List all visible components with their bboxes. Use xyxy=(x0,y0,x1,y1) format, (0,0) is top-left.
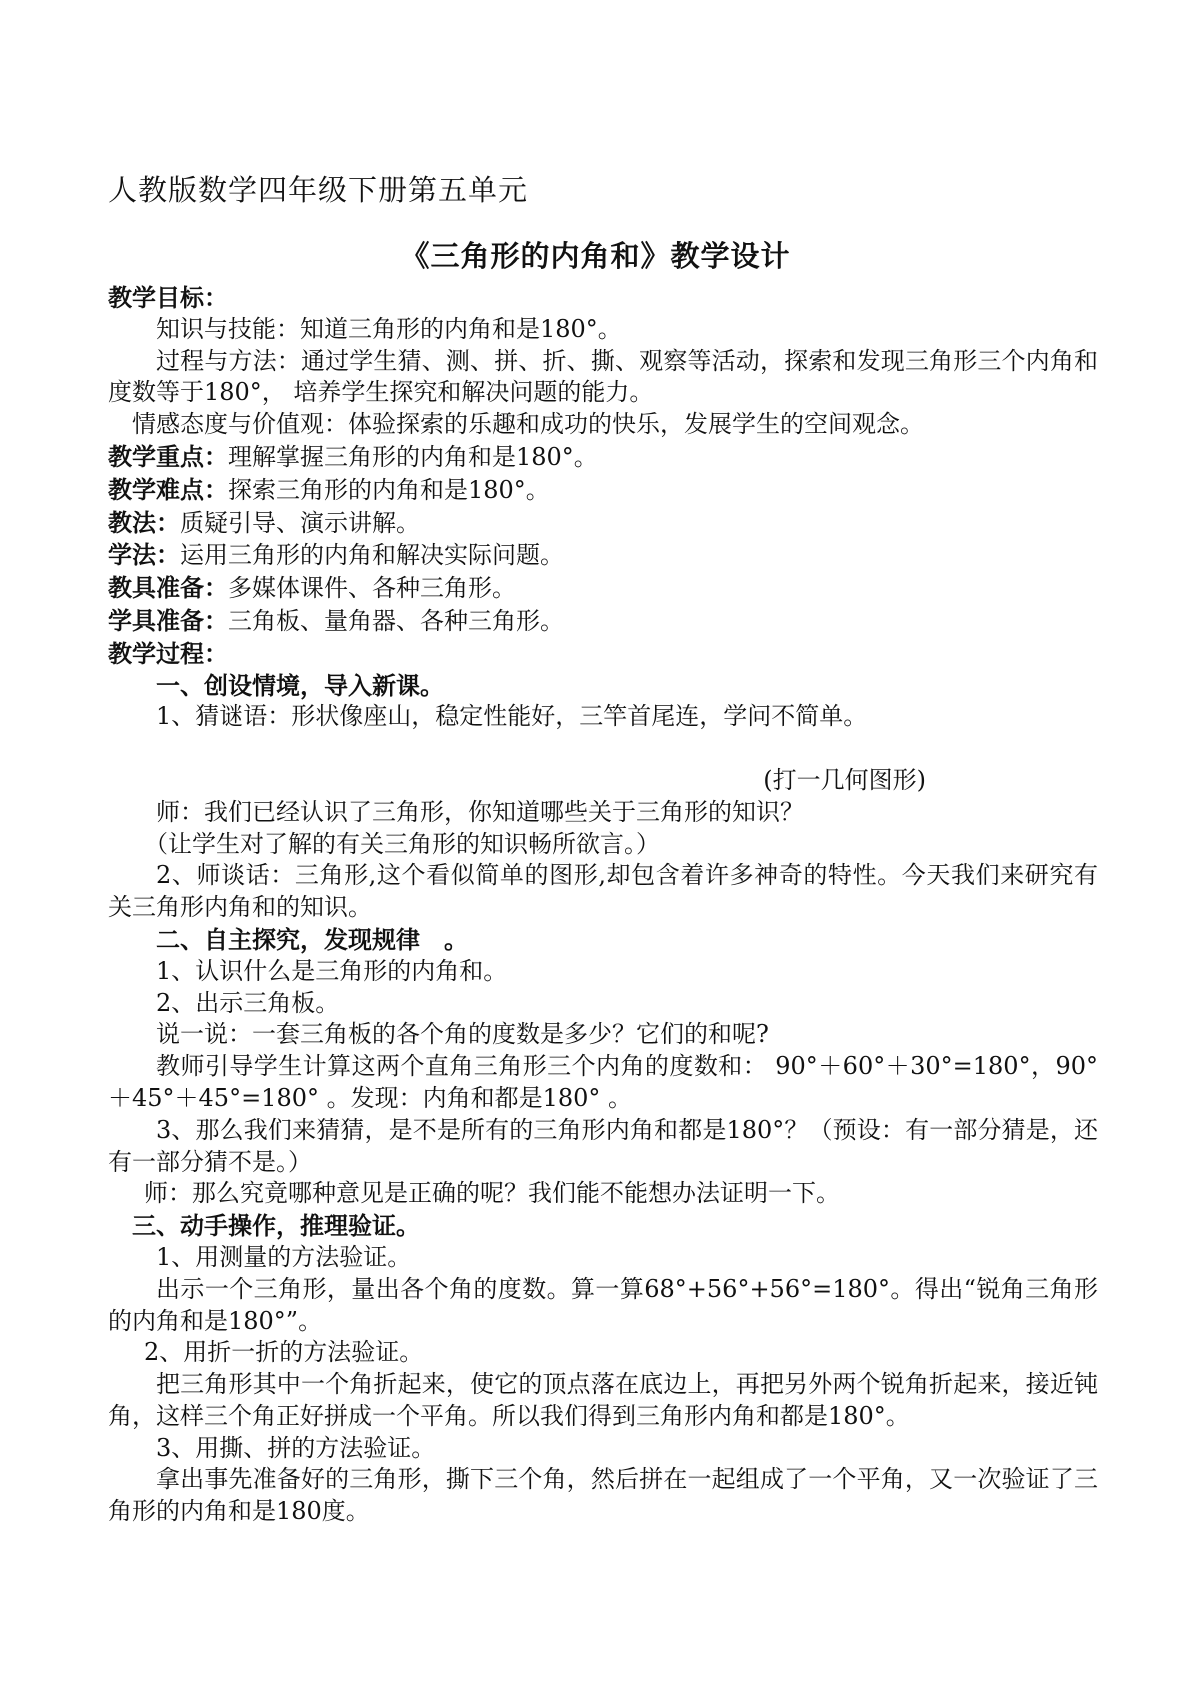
section2-item3: 3、那么我们来猜猜，是不是所有的三角形内角和都是180°？（预设：有一部分猜是，还有一部分猜不是。） xyxy=(108,1115,1098,1176)
section1-note: （让学生对了解的有关三角形的知识畅所欲言。） xyxy=(144,829,660,858)
teacher-tools-text: 多媒体课件、各种三角形。 xyxy=(228,574,516,603)
goal-process: 过程与方法：通过学生猜、测、拼、折、撕、观察等活动，探索和发现三角形三个内角和度数等于180°， 培养学生探究和解决问题的能力。 xyxy=(108,346,1098,407)
difficulty-text: 探索三角形的内角和是180°。 xyxy=(228,475,550,504)
section3-method1-text: 出示一个三角形，量出各个角的度数。算一算68°+56°+56°=180°。得出“锐角三角形的内角和是180°”。 xyxy=(108,1274,1098,1335)
section1-heading: 一、创设情境，导入新课。 xyxy=(156,670,444,700)
section2-heading: 二、自主探究，发现规律 。 xyxy=(156,924,468,954)
learning-method xyxy=(108,539,1098,572)
teaching-method-text: 质疑引导、演示讲解。 xyxy=(180,508,420,537)
section1-talk: 2、师谈话：三角形,这个看似简单的图形,却包含着许多神奇的特性。今天我们来研究有关三角形内角和的知识。 xyxy=(108,861,1098,922)
unit-header: 人教版数学四年级下册第五单元 xyxy=(108,173,529,207)
section2-item2: 2、出示三角板。 xyxy=(156,988,340,1017)
section2-teacher: 师：那么究竟哪种意见是正确的呢？我们能不能想办法证明一下。 xyxy=(144,1179,840,1208)
student-tools-text: 三角板、量角器、各种三角形。 xyxy=(228,606,564,635)
section2-guide: 教师引导学生计算这两个直角三角形三个内角的度数和： 90°＋60°＋30°=180°，90°＋45°＋45°=180° 。发现：内角和都是180° 。 xyxy=(108,1052,1098,1112)
difficulty-label: 教学难点： xyxy=(108,474,228,504)
process-label: 教学过程： xyxy=(108,638,228,668)
spacer xyxy=(108,733,1098,765)
section3-method2: 2、用折一折的方法验证。 xyxy=(144,1338,424,1367)
section2-item1: 1、认识什么是三角形的内角和。 xyxy=(156,956,508,985)
teacher-tools-label: 教具准备： xyxy=(108,573,228,603)
section1-riddle-hint: (打一几何图形) xyxy=(763,765,926,794)
goal-knowledge: 知识与技能：知道三角形的内角和是180°。 xyxy=(156,314,622,343)
teacher-tools xyxy=(108,572,1098,605)
document-body xyxy=(108,282,1098,1528)
difficulty xyxy=(108,474,1098,507)
key-point-label: 教学重点： xyxy=(108,441,228,471)
section1-teacher-question: 师：我们已经认识了三角形，你知道哪些关于三角形的知识？ xyxy=(156,797,804,826)
key-point-text: 理解掌握三角形的内角和是180°。 xyxy=(228,442,598,471)
section3-method3-text: 拿出事先准备好的三角形，撕下三个角，然后拼在一起组成了一个平角，又一次验证了三角形的内角和是180度。 xyxy=(108,1465,1098,1526)
section3-heading: 三、动手操作，推理验证。 xyxy=(132,1211,420,1241)
section2-say: 说一说：一套三角板的各个角的度数是多少？它们的和呢? xyxy=(156,1020,769,1049)
section3-method1: 1、用测量的方法验证。 xyxy=(156,1242,412,1271)
document-title: 《三角形的内角和》教学设计 xyxy=(400,239,791,273)
teaching-method xyxy=(108,507,1098,540)
goal-emotion: 情感态度与价值观：体验探索的乐趣和成功的快乐，发展学生的空间观念。 xyxy=(132,410,924,439)
section1-riddle: 1、猜谜语：形状像座山，稳定性能好，三竿首尾连，学问不简单。 xyxy=(156,702,868,731)
teaching-method-label: 教法： xyxy=(108,507,180,537)
section3-method3: 3、用撕、拼的方法验证。 xyxy=(156,1433,436,1462)
student-tools-label: 学具准备： xyxy=(108,605,228,635)
section3-method2-text: 把三角形其中一个角折起来，使它的顶点落在底边上，再把另外两个锐角折起来，接近钝角，这样三个角正好拼成一个平角。所以我们得到三角形内角和都是180°。 xyxy=(108,1370,1098,1430)
student-tools xyxy=(108,605,1098,638)
goals-label: 教学目标： xyxy=(108,283,228,312)
learning-method-text: 运用三角形的内角和解决实际问题。 xyxy=(180,541,564,570)
learning-method-label: 学法： xyxy=(108,540,180,570)
key-point xyxy=(108,441,1098,474)
